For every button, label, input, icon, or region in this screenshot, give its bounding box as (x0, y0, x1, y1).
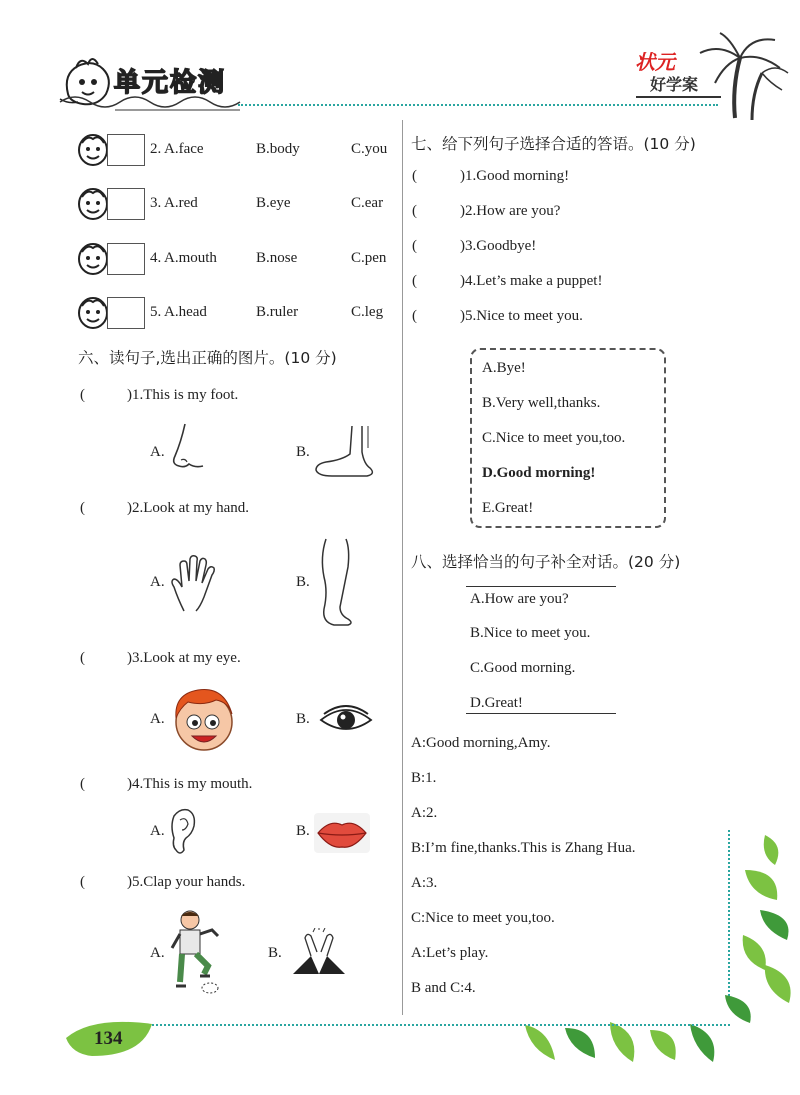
dialogue-option: B.Nice to meet you. (470, 625, 591, 641)
leg-icon (314, 537, 359, 629)
answer-box[interactable] (107, 134, 145, 166)
dialogue-line: B and C:4. (411, 980, 476, 996)
dialogue-line: A:3. (411, 875, 438, 891)
bottom-leaves-decoration-icon (515, 1020, 740, 1065)
dialogue-line: A:Let’s play. (411, 945, 489, 961)
option-a-label: A. (150, 823, 165, 839)
answer-option: C.Nice to meet you,too. (482, 430, 626, 446)
listen-item-number: 2. (150, 141, 162, 157)
brand-bottom: 好学案 (650, 75, 699, 94)
listen-option-a: A.mouth (164, 250, 217, 266)
paren-open: ( (80, 500, 85, 516)
option-b-label: B. (296, 823, 310, 839)
answer-option: D.Good morning! (482, 465, 596, 481)
section-6-title: 六、读句子,选出正确的图片。(10 分) (78, 349, 337, 367)
question-text: )5.Clap your hands. (127, 874, 246, 890)
section-8-title: 八、选择恰当的句子补全对话。(20 分) (411, 553, 681, 571)
palm-tree-icon (690, 28, 790, 123)
page-number: 134 (94, 1028, 123, 1049)
header-rule (238, 104, 718, 106)
paren-open: ( (412, 203, 417, 219)
listen-item-number: 5. (150, 304, 162, 320)
listen-option-a: A.red (164, 195, 198, 211)
answer-box[interactable] (107, 297, 145, 329)
option-b-label: B. (296, 444, 310, 460)
option-b-label: B. (268, 945, 282, 961)
answer-box[interactable] (107, 243, 145, 275)
dialogue-line: B:I’m fine,thanks.This is Zhang Hua. (411, 840, 636, 856)
dialogue-line: A:2. (411, 805, 438, 821)
listen-option-c: C.leg (351, 304, 384, 320)
foot-icon (312, 424, 382, 479)
question-text: )3.Goodbye! (460, 238, 537, 254)
listen-option-b: B.body (256, 141, 300, 157)
listen-face-icon (77, 296, 109, 330)
listen-item-number: 3. (150, 195, 162, 211)
dialogue-option: A.How are you? (470, 591, 569, 607)
dialogue-line: C:Nice to meet you,too. (411, 910, 555, 926)
boy-stomping-icon (168, 908, 224, 998)
paren-open: ( (80, 776, 85, 792)
option-a-label: A. (150, 574, 165, 590)
listen-face-icon (77, 242, 109, 276)
section-7-title: 七、给下列句子选择合适的答语。(10 分) (411, 135, 696, 153)
listen-option-c: C.you (351, 141, 388, 157)
answer-box[interactable] (107, 188, 145, 220)
column-divider (402, 120, 403, 1015)
mouth-icon (314, 813, 370, 853)
question-text: )4.This is my mouth. (127, 776, 253, 792)
question-text: )4.Let’s make a puppet! (460, 273, 603, 289)
paren-open: ( (80, 387, 85, 403)
clapping-hands-icon (283, 928, 355, 976)
listen-option-b: B.nose (256, 250, 298, 266)
paren-open: ( (80, 874, 85, 890)
listen-option-a: A.head (164, 304, 207, 320)
header-swirl-decoration (55, 90, 245, 112)
answer-option: B.Very well,thanks. (482, 395, 601, 411)
option-b-label: B. (296, 574, 310, 590)
listen-face-icon (77, 133, 109, 167)
answer-option: E.Great! (482, 500, 534, 516)
page-title: 单元检测 (114, 68, 227, 98)
paren-open: ( (412, 273, 417, 289)
listen-option-c: C.ear (351, 195, 384, 211)
question-text: )2.How are you? (460, 203, 561, 219)
hand-icon (166, 553, 221, 613)
paren-open: ( (412, 238, 417, 254)
boy-face-icon (168, 684, 240, 754)
dialogue-option: C.Good morning. (470, 660, 576, 676)
option-a-label: A. (150, 444, 165, 460)
answer-option: A.Bye! (482, 360, 526, 376)
ear-icon (168, 806, 198, 856)
question-text: )1.Good morning! (460, 168, 570, 184)
footer-rule (140, 1024, 730, 1026)
eye-icon (318, 704, 374, 736)
brand-top: 状元 (635, 50, 675, 74)
dialogue-line: B:1. (411, 770, 437, 786)
question-text: )3.Look at my eye. (127, 650, 241, 666)
listen-option-c: C.pen (351, 250, 387, 266)
option-a-label: A. (150, 711, 165, 727)
listen-option-a: A.face (164, 141, 204, 157)
listen-option-b: B.ruler (256, 304, 299, 320)
question-text: )5.Nice to meet you. (460, 308, 583, 324)
options-top-rule (466, 586, 616, 587)
header (0, 0, 800, 120)
listen-face-icon (77, 187, 109, 221)
question-text: )1.This is my foot. (127, 387, 239, 403)
nose-icon (167, 422, 212, 474)
listen-item-number: 4. (150, 250, 162, 266)
paren-open: ( (412, 168, 417, 184)
option-a-label: A. (150, 945, 165, 961)
paren-open: ( (80, 650, 85, 666)
dialogue-line: A:Good morning,Amy. (411, 735, 551, 751)
paren-open: ( (412, 308, 417, 324)
leaves-decoration-icon (705, 825, 800, 1025)
option-b-label: B. (296, 711, 310, 727)
listen-option-b: B.eye (256, 195, 291, 211)
options-bottom-rule (466, 713, 616, 714)
question-text: )2.Look at my hand. (127, 500, 250, 516)
dialogue-option: D.Great! (470, 695, 523, 711)
